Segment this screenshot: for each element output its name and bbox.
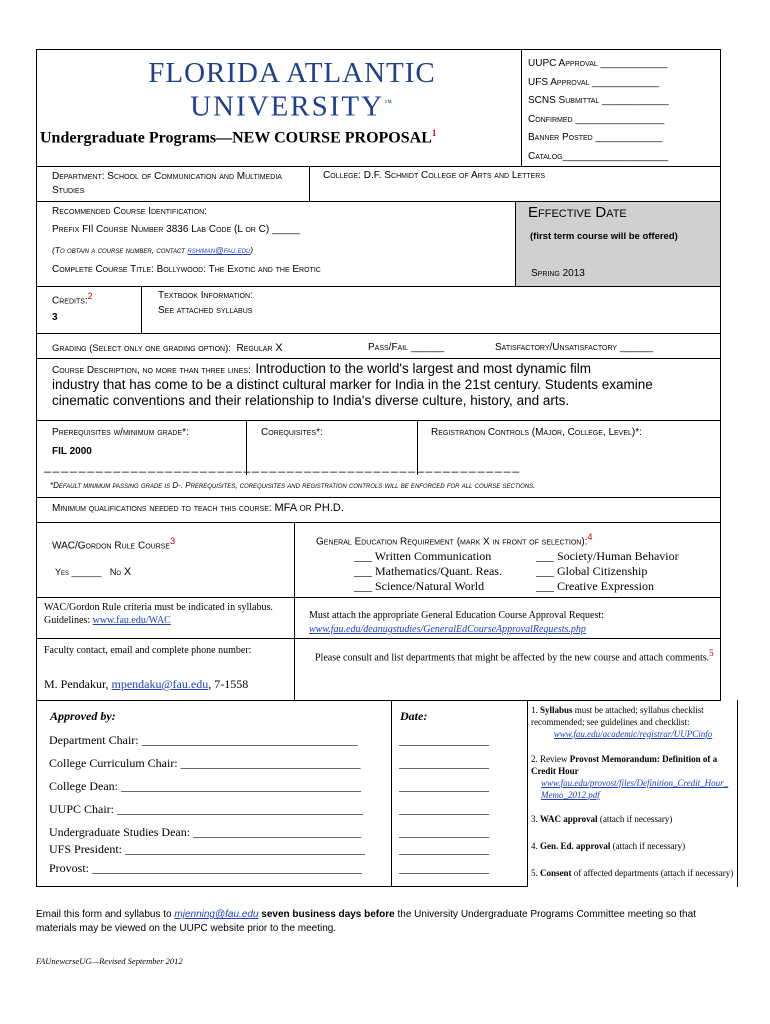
approval-scns: SCNS Submittal ____________ [528,95,669,106]
wac-yes[interactable]: Yes ______ [55,567,102,577]
footer-email-pre: Email this form and syllabus to [36,909,172,920]
sidebar-item-4-bold: Gen. Ed. approval [540,841,611,851]
wac-criteria-text: WAC/Gordon Rule criteria must be indicated in syllabus. Guidelines: [44,602,273,626]
consult-note: 5 [709,648,714,658]
prereq-value[interactable]: FIL 2000 [52,446,92,457]
course-title-row [52,264,321,275]
sidebar-item-3-bold: WAC approval [540,814,598,824]
date-label: Date: [400,709,428,723]
textbook-value[interactable]: See attached syllabus [158,305,253,316]
prereq-label: Prerequisites w/minimum grade*: [52,427,189,438]
gened-note: 4 [587,532,593,542]
date-row-4[interactable]: _______________ [399,802,489,816]
gened-divider [294,597,721,598]
footer-email-link[interactable]: mjenning@fau.edu [174,909,259,920]
faculty-label: Faculty contact, email and complete phone number: [44,645,252,656]
approval-row-dept-chair[interactable]: Department Chair: ____________________________________ [49,733,358,747]
gened-label-row [316,532,592,547]
sidebar-item-5 [531,867,735,879]
effective-date-sub: (first term course will be offered) [530,231,678,242]
logo-line2: UNIVERSITY [190,90,385,123]
consult-text [315,645,715,666]
approval-row-college-curriculum[interactable]: College Curriculum Chair: ______________________________ [49,756,361,770]
lab-code-label[interactable]: Lab Code (L or C) _____ [191,224,300,235]
logo-tm: ™ [384,98,394,107]
effective-date-heading: Effective Date [528,204,627,221]
prefix-row [52,224,300,235]
form-title-note: 1 [431,128,437,138]
sidebar-item-2 [531,753,735,801]
sidebar-right-border [737,700,738,887]
approval-catalog: Catalog___________________ [528,150,669,162]
date-row-2[interactable]: _______________ [399,756,489,770]
faculty-name[interactable]: M. Pendakur, [44,677,109,691]
approval-row-provost[interactable]: Provost: _____________________________________________ [49,861,363,875]
sidebar-item-1-text: must be attached; syllabus checklist recommended; see guidelines and checklist: [531,705,704,727]
sidebar-notes [531,704,735,879]
wac-no-mark[interactable]: X [123,566,132,578]
approval-row-uupc-chair[interactable]: UUPC Chair: _________________________________________ [49,802,364,816]
sidebar-item-4 [531,840,735,852]
date-row-1[interactable]: _______________ [399,733,489,747]
wac-yesno-row [55,566,131,578]
footer-email-bold: seven business days before [261,909,395,920]
approved-by-label: Approved by: [50,709,116,723]
approval-row-ug-dean[interactable]: Undergraduate Studies Dean: ____________________________ [49,825,362,839]
sidebar-item-1 [531,704,735,740]
approval-list [528,55,720,166]
wac-label-row [52,536,175,551]
sidebar-item-1-bold: Syllabus [540,705,573,715]
faculty-email-link[interactable]: mpendaku@fau.edu [111,677,209,691]
form-title-text: Undergraduate Programs—NEW COURSE PROPOSAL [40,129,432,147]
gened-option-creative[interactable]: ___ Creative Expression [536,579,654,593]
course-id-heading: Recommended Course Identification: [52,206,207,217]
footer-revised: FAUnewcrseUG—Revised September 2012 [36,956,183,966]
minqual-label: Minimum qualifications needed to teach this course: [52,503,272,514]
description-text-3[interactable]: cinematic conventions and their relationship to India's diverse culture, history, and arts. [52,393,570,408]
textbook-label: Textbook Information: [158,290,253,301]
college-field: College: D.F. Schmidt College of Arts and Letters [323,170,546,181]
wac-divider [36,597,295,598]
minqual-value[interactable]: MFA or PH.D. [274,502,344,514]
gened-option-society[interactable]: ___ Society/Human Behavior [536,549,679,563]
sidebar-item-2-num: 2. [531,754,538,764]
sidebar-item-2-link[interactable]: www.fau.edu/provost/files/Definition_Credit_Hour_Memo_2012.pdf [541,778,729,800]
consult-text-body: Please consult and list departments that might be affected by the new course and attach comments. [315,652,710,664]
contact-email-link[interactable]: rshiman@fau.edu [187,245,251,255]
sidebar-item-3-num: 3. [531,814,538,824]
department-field: Department: School of Communication and Multimedia Studies [52,171,282,196]
coreq-label: Corequisites*: [261,427,323,438]
approval-uupc: UUPC Approval ____________ [528,58,668,69]
description-line1 [52,360,591,378]
approval-ufs: UFS Approval ____________ [528,76,659,88]
fau-logo [122,58,462,122]
gened-left-options [354,549,502,594]
sidebar-item-5-text: of affected departments (attach if necessary) [571,868,734,878]
gened-right-options [536,549,679,594]
course-number-value[interactable]: 3836 [166,224,189,235]
credits-label: Credits: [52,295,88,307]
gened-label: General Education Requirement (mark X in front of selection): [316,536,588,548]
grading-satisfactory[interactable]: Satisfactory/Unsatisfactory ______ [495,342,654,353]
sidebar-item-1-num: 1. [531,705,538,715]
wac-criteria-link[interactable]: www.fau.edu/WAC [92,615,171,626]
faculty-contact [44,677,248,692]
description-text-1[interactable]: Introduction to the world's largest and most dynamic film [255,361,592,376]
date-row-6[interactable]: _______________ [399,842,489,856]
gened-attach-link[interactable]: www.fau.edu/deanugstudies/GeneralEdCourseApprovalRequests.php [309,624,586,635]
sidebar-item-4-text: (attach if necessary) [610,841,686,851]
gened-attach-note: Must attach the appropriate General Education Course Approval Request: [309,610,604,621]
credits-label-row [52,291,93,306]
sidebar-item-3-text: (attach if necessary) [597,814,673,824]
grading-regular: Regular [236,343,273,354]
credits-value[interactable]: 3 [52,312,58,323]
course-number-label: Course Number [95,224,164,235]
effective-term[interactable]: Spring 2013 [531,268,585,279]
logo-line1: FLORIDA ATLANTIC [148,57,436,89]
form-title [40,128,436,147]
date-row-7[interactable]: _______________ [399,861,489,875]
footer-email [36,908,736,936]
credits-note: 2 [87,291,93,301]
course-title-value[interactable]: Bollywood: The Exotic and the Erotic [156,264,321,275]
approval-row-college-dean[interactable]: College Dean: ________________________________________ [49,779,361,793]
wac-label: WAC/Gordon Rule Course [52,540,171,552]
prefix-label: Prefix [52,224,80,235]
gened-option-math[interactable]: ___ Mathematics/Quant. Reas. [354,564,502,578]
date-row-3[interactable]: _______________ [399,779,489,793]
description-text-2[interactable]: industry that has come to be a distinct cultural marker for India in the 21st century. Students examine [52,377,653,392]
sidebar-item-1-link[interactable]: www.fau.edu/academic/registrar/UUPCinfo [553,729,713,739]
prereq-note: *Default minimum passing grade is D-. Prerequisites, corequisites and registration controls will be enforced for all course sections. [50,481,536,490]
prereq-dash-line: _______________________________________________________ [44,459,522,473]
wac-no: No [109,567,122,577]
grading-passfail[interactable]: Pass/Fail ______ [368,342,445,353]
sidebar-item-2-bold: Provost Memorandum: Definition of a Credit Hour [531,754,718,776]
gened-option-science[interactable]: ___ Science/Natural World [354,579,485,593]
wac-criteria [44,601,284,627]
date-row-5[interactable]: _______________ [399,825,489,839]
contact-note [52,245,253,255]
date-rows [399,733,524,880]
gened-option-global[interactable]: ___ Global Citizenship [536,564,648,578]
contact-close: ) [250,245,254,255]
sidebar-item-4-num: 4. [531,841,538,851]
grading-label: Grading (Select only one grading option): [52,343,231,354]
registration-controls-label: Registration Controls (Major, College, Level)*: [431,427,642,438]
sidebar-item-3 [531,813,735,825]
approval-confirmed: Confirmed ________________ [528,113,665,125]
approval-rows [49,733,389,880]
approval-row-ufs-president[interactable]: UFS President: ________________________________________ [49,842,366,856]
minqual-row [52,502,344,514]
sidebar-item-5-num: 5. [531,868,538,878]
sidebar-item-2-text: Review [540,754,570,764]
sidebar-item-5-bold: Consent [540,868,572,878]
gened-option-written[interactable]: ___ Written Communication [354,549,492,563]
faculty-phone[interactable]: , 7-1558 [208,677,249,691]
approval-banner: Banner Posted ____________ [528,132,663,143]
grading-row [52,342,283,354]
prefix-value[interactable]: FIl [82,224,94,235]
wac-note: 3 [170,536,176,546]
footer-email-post: the University Undergraduate Programs Committee meeting so that materials may be viewed on the UUPC website prior to the meeting. [36,909,696,934]
grading-regular-mark[interactable]: X [275,342,283,354]
contact-note-text: (To obtain a course number, contact [52,245,185,255]
description-label: Course Description, no more than three lines: [52,365,251,376]
course-title-label: Complete Course Title: [52,264,154,275]
